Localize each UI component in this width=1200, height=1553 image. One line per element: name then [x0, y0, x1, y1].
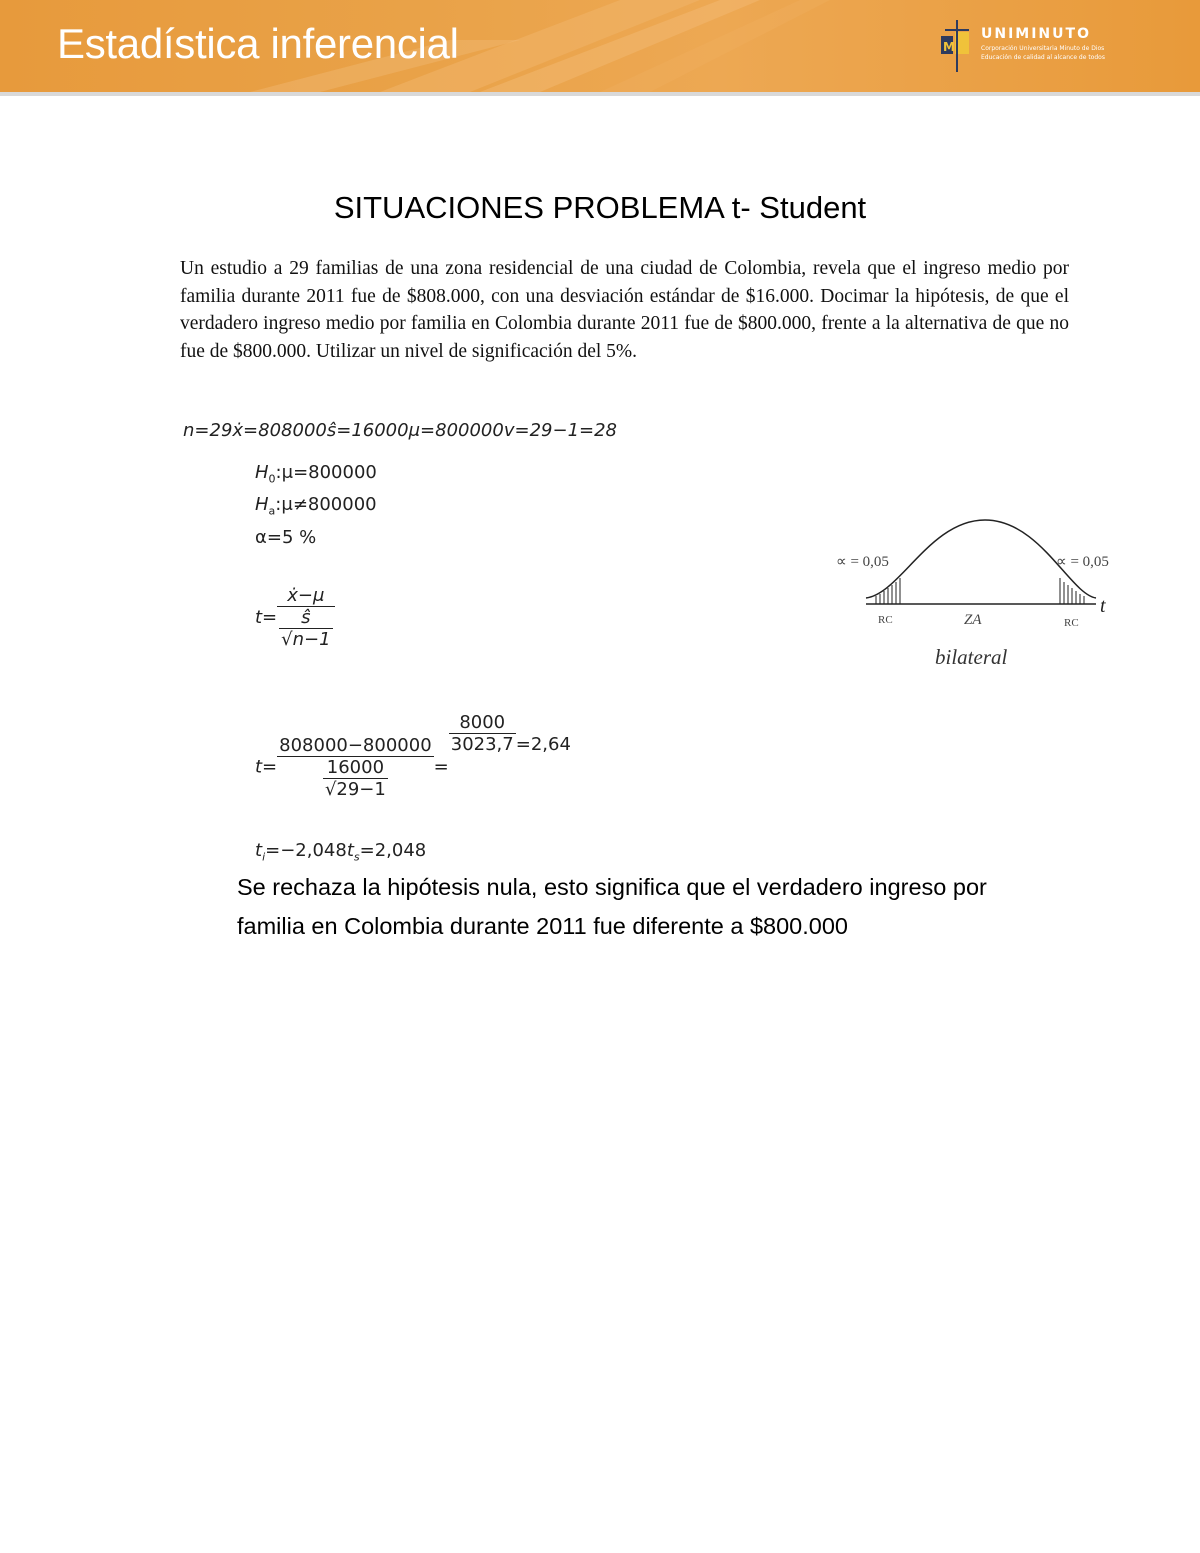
upper-critical-value: =2,048	[359, 840, 427, 861]
uniminuto-logo	[935, 18, 1135, 74]
calc-simplified-denominator: 3023,7	[450, 734, 514, 755]
t-calculation: t= $\frac{808000-800000}{\frac{16000}{√29-1}}$ = $\frac{8000}{3023,7}$ =2,64	[255, 712, 571, 800]
lower-critical-value: =−2,048	[265, 840, 347, 861]
bilateral-test-diagram	[830, 510, 1130, 680]
right-rejection-region	[1060, 578, 1084, 604]
document-title: SITUACIONES PROBLEMA t- Student	[333, 190, 867, 225]
bilateral-caption: bilateral	[935, 645, 1008, 669]
null-hypothesis: $H_0:\mu=800000$	[255, 462, 377, 486]
given-data-line	[183, 420, 617, 441]
rc-left-label: RC	[878, 614, 893, 626]
header-title: Estadística inferencial	[57, 20, 459, 67]
svg-text:M: M	[943, 40, 955, 54]
calc-numerator: 808000−800000	[279, 734, 432, 756]
left-rejection-region	[876, 578, 900, 604]
sample-mean: ẋ=808000	[232, 420, 327, 441]
logo-subtitle: Corporación Universitaria Minuto de Dios	[981, 45, 1105, 52]
significance-level: α=5 %	[255, 527, 317, 548]
formula-inner-numerator: ŝ	[279, 607, 332, 629]
calc-inner-numerator: 16000	[323, 757, 388, 779]
conclusion-text: Se rechaza la hipótesis nula, esto significa que el verdadero ingreso por familia en Colombia durante 2011 fue diferente a $800.000	[237, 874, 987, 939]
header-banner	[0, 0, 1200, 96]
t-result: =2,64	[515, 734, 571, 755]
formula-numerator: ẋ−μ	[277, 585, 334, 607]
t-axis-label: t	[1100, 595, 1106, 617]
population-mean: μ=800000	[408, 420, 504, 441]
critical-values: $t_i=-2,048t_s=2,048$	[255, 840, 427, 864]
logo-name: UNIMINUTO	[981, 26, 1091, 42]
sample-std: ŝ=16000	[326, 420, 409, 441]
sample-size: n=29	[183, 420, 233, 441]
calc-inner-denominator: √29−1	[324, 778, 386, 800]
calc-simplified-numerator: 8000	[449, 712, 516, 734]
logo-tagline: Educación de calidad al alcance de todos	[981, 54, 1105, 61]
logo-mark-icon	[935, 18, 981, 74]
alpha-left-label: ∝ = 0,05	[836, 554, 889, 570]
alpha-right-label: ∝ = 0,05	[1056, 554, 1109, 570]
za-label: ZA	[964, 612, 982, 628]
formula-inner-denominator: √n−1	[281, 629, 331, 650]
rc-right-label: RC	[1064, 617, 1079, 629]
alternative-hypothesis: $H_a:\mu\ne 800000$	[255, 494, 377, 518]
t-formula: t= $\frac{\text{ẋ−μ}}{\frac{ŝ}{√n-1}}$	[255, 585, 335, 650]
problem-statement: Un estudio a 29 familias de una zona residencial de una ciudad de Colombia, revela que el ingreso medio por familia durante 2011 fue de $808.000, con una desviación estándar de $16.000. Docimar la hipótesis, de que el verdadero ingreso medio por familia en Colombia durante 2011 fue de $800.000, frente a la alternativa de que no fue de $800.000. Utilizar un nivel de significación del 5%.	[180, 258, 1069, 362]
degrees-of-freedom: v=29−1=28	[503, 420, 618, 441]
